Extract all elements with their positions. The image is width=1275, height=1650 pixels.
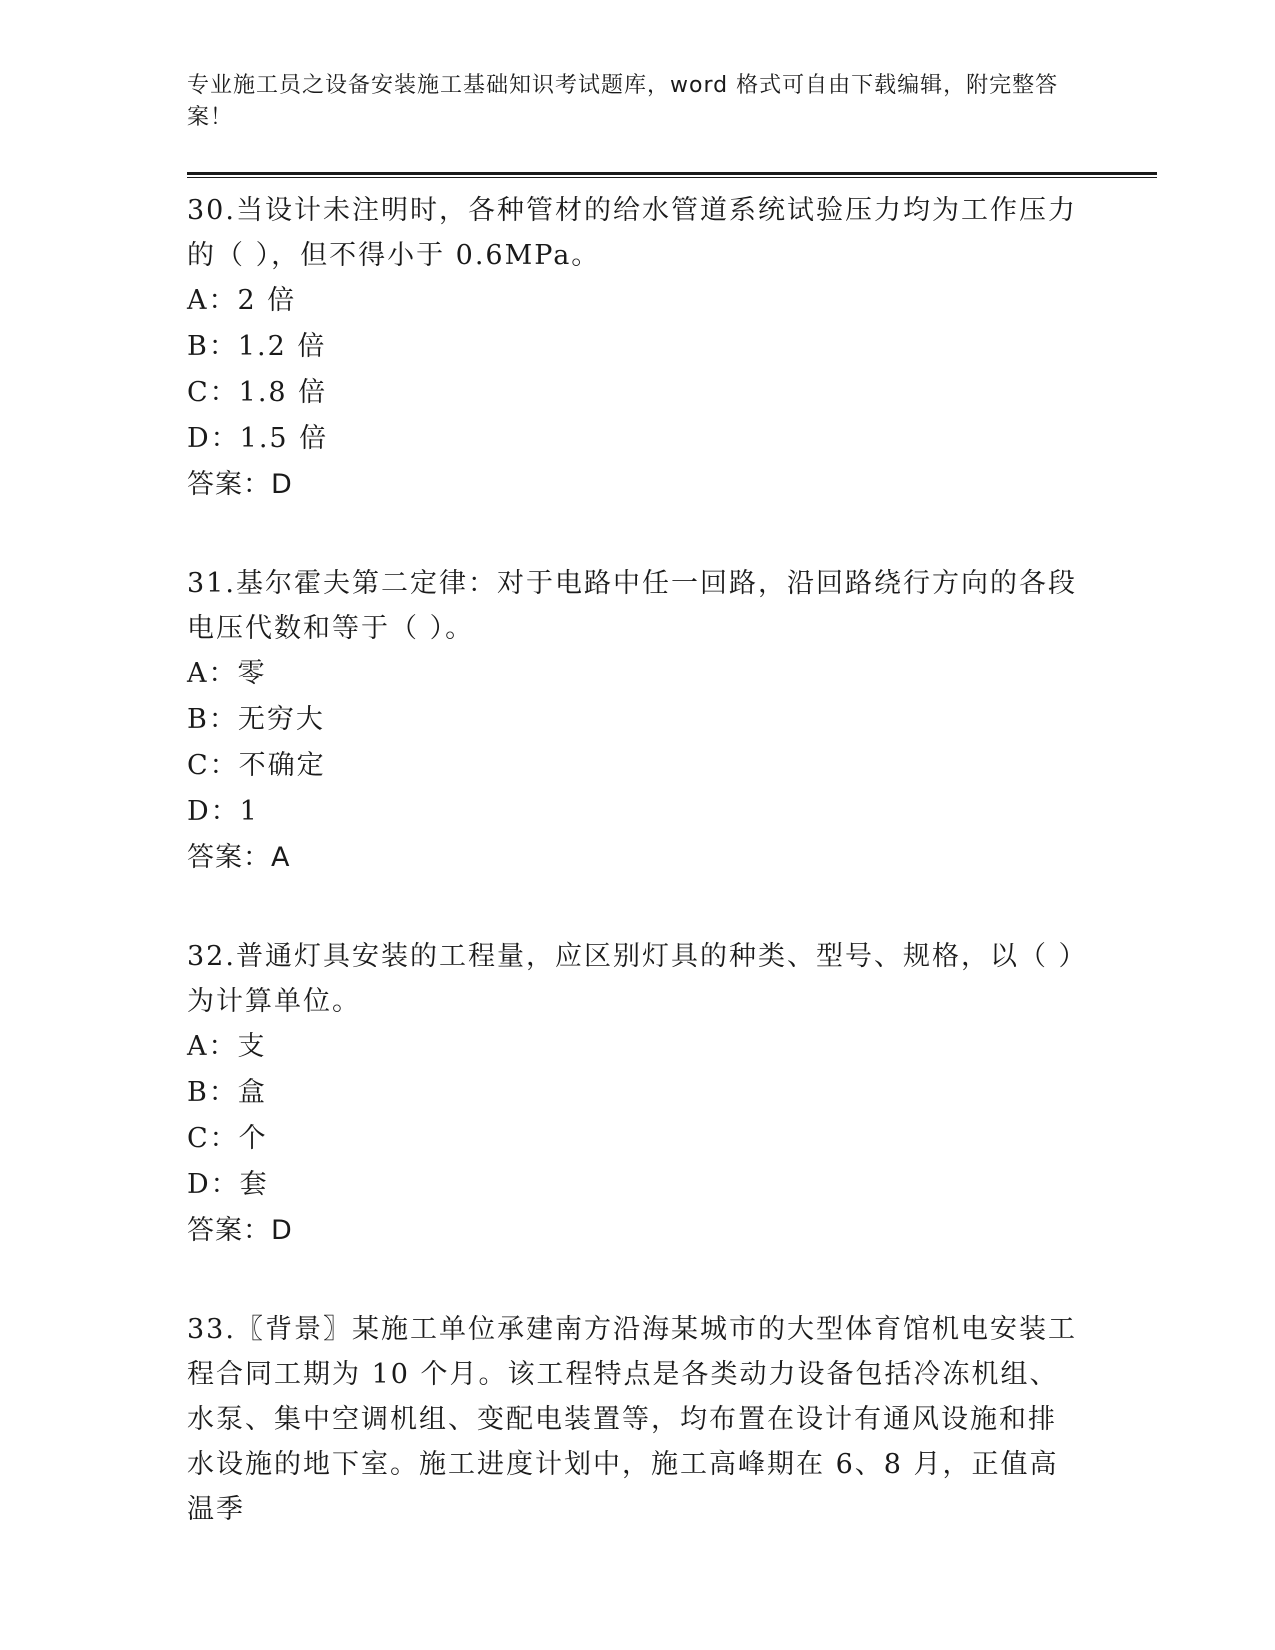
document-header: 专业施工员之设备安装施工基础知识考试题库，word 格式可自由下载编辑，附完整答案！ — [187, 73, 1059, 130]
document-page — [187, 70, 1157, 1532]
question-32 — [187, 934, 1157, 1254]
question-33 — [187, 1307, 1157, 1532]
question-stem: 32.普通灯具安装的工程量，应区别灯具的种类、型号、规格，以（ ）为计算单位。 — [187, 941, 1075, 1017]
option-d: D：1.5 倍 — [187, 423, 329, 454]
question-stem: 33.〖背景〗某施工单位承建南方沿海某城市的大型体育馆机电安装工程合同工期为 10 个月。该工程特点是各类动力设备包括冷冻机组、水泵、集中空调机组、变配电装置等，均布置在设计有通风设施和排水设施的地下室。施工进度计划中，施工高峰期在 6、8 月，正值高温季 — [187, 1314, 1077, 1525]
answer: 答案：D — [187, 469, 293, 500]
option-c: C：个 — [187, 1123, 268, 1154]
answer: 答案：D — [187, 1215, 293, 1246]
option-b: B：无穷大 — [187, 704, 325, 735]
option-a: A：支 — [187, 1031, 267, 1062]
option-d: D：套 — [187, 1169, 269, 1200]
option-b: B：1.2 倍 — [187, 331, 327, 362]
option-a: A：零 — [187, 658, 267, 689]
header-divider — [187, 172, 1157, 178]
question-31 — [187, 561, 1157, 881]
question-stem: 30.当设计未注明时，各种管材的给水管道系统试验压力均为工作压力的（ ），但不得小于 0.6MPa。 — [187, 195, 1077, 271]
question-30 — [187, 188, 1157, 508]
option-a: A：2 倍 — [187, 285, 297, 316]
option-b: B：盒 — [187, 1077, 267, 1108]
option-c: C：不确定 — [187, 750, 326, 781]
answer: 答案：A — [187, 842, 291, 873]
question-stem: 31.基尔霍夫第二定律：对于电路中任一回路，沿回路绕行方向的各段电压代数和等于（ ）。 — [187, 568, 1077, 644]
option-d: D：1 — [187, 796, 259, 827]
option-c: C：1.8 倍 — [187, 377, 328, 408]
